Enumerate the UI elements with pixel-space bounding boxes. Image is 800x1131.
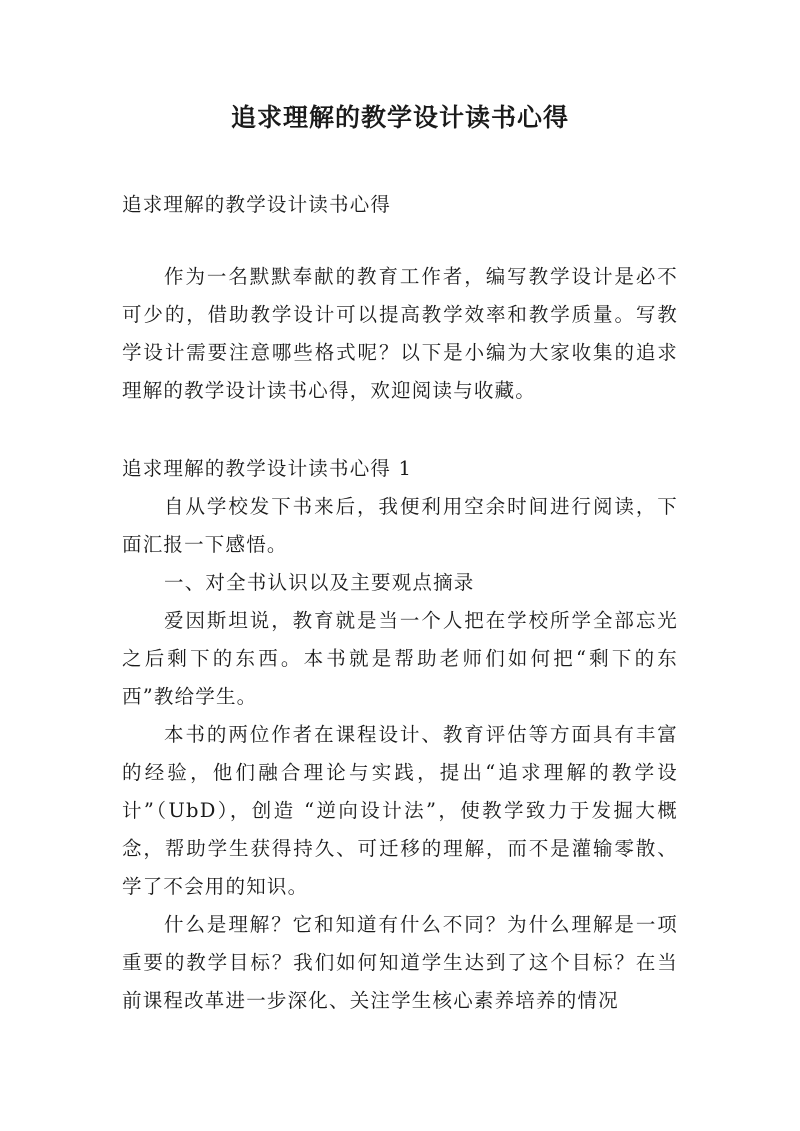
- document-subtitle: 追求理解的教学设计读书心得: [122, 193, 392, 216]
- section-heading: 追求理解的教学设计读书心得 1: [122, 457, 413, 480]
- article-body: [122, 450, 678, 1020]
- document-title: 追求理解的教学设计读书心得: [230, 103, 569, 132]
- section-point-heading: 一、对全书认识以及主要观点摘录: [164, 571, 475, 594]
- body-paragraph: 爱因斯坦说，教育就是当一个人把在学校所学全部忘光之后剩下的东西。本书就是帮助老师们如何把“剩下的东西”教给学生。: [122, 609, 678, 708]
- intro-paragraph: 作为一名默默奉献的教育工作者，编写教学设计是必不可少的，借助教学设计可以提高教学效率和教学质量。写教学设计需要注意哪些格式呢？以下是小编为大家收集的追求理解的教学设计读书心得，欢迎阅读与收藏。: [122, 265, 678, 402]
- body-paragraph: 本书的两位作者在课程设计、教育评估等方面具有丰富的经验，他们融合理论与实践，提出“追求理解的教学设计”（UbD），创造 “逆向设计法”，使教学致力于发掘大概念，帮助学生获得持久、可迁移的理解，而不是灌输零散、学了不会用的知识。: [122, 723, 678, 898]
- body-paragraph: 自从学校发下书来后，我便利用空余时间进行阅读，下面汇报一下感悟。: [122, 495, 678, 556]
- body-paragraph: 什么是理解？它和知道有什么不同？为什么理解是一项重要的教学目标？我们如何知道学生达到了这个目标？在当前课程改革进一步深化、关注学生核心素养培养的情况: [122, 913, 678, 1012]
